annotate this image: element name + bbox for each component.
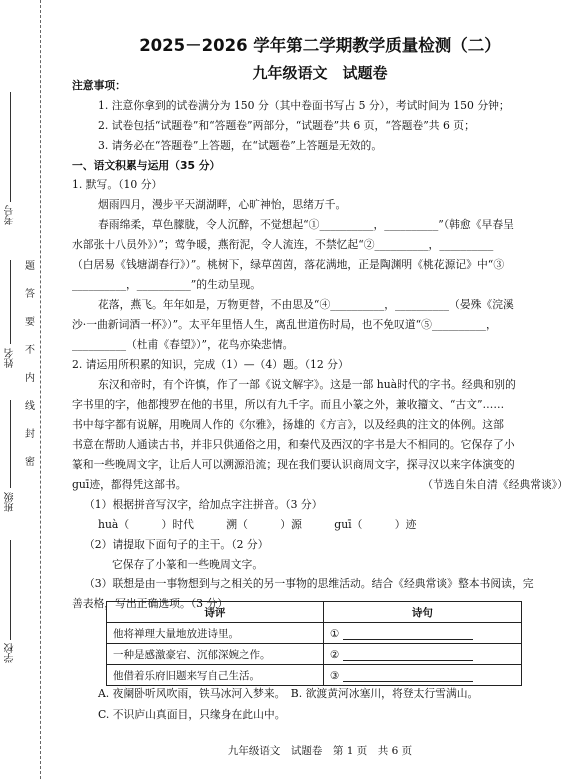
note-item: 3. 请务必在“答题卷”上答题，在“试题卷”上答题是无效的。: [98, 138, 383, 152]
seal-char: 内: [25, 373, 35, 384]
name-line: [10, 260, 11, 344]
table-row: [107, 623, 522, 644]
options-line: C. 不识庐山真面目，只缘身在此山中。: [98, 708, 286, 721]
school-label: 学校: [5, 643, 16, 663]
q1-line: __________，__________”的生动呈现。: [72, 278, 262, 292]
seal-char: 线: [25, 401, 35, 412]
seal-char: 答: [25, 289, 35, 300]
exam-no-line: [10, 92, 11, 202]
table-comment: 一种是感激豪宕、沉郁深婉之作。: [107, 644, 324, 665]
subquestion: （3）联想是由一事物想到与之相关的另一事物的思维活动。结合《经典常谈》整本书阅读，完: [84, 577, 534, 591]
question-title: 2. 请运用所积累的知识，完成（1）—（4）题。（12 分）: [72, 358, 349, 371]
seal-warning: [24, 262, 36, 486]
passage-line: 字书里的字，他都搜罗在他的书里，所以有九千字。而且小篆之外，兼收籀文、“古文”……: [72, 397, 505, 411]
table-answer[interactable]: ③: [323, 665, 521, 686]
q1-line: （白居易《钱塘湖春行》）”。桃树下，绿草茵茵，落花满地，正是陶渊明《桃花源记》中“③: [72, 258, 505, 272]
q1-line: 水部张十八员外》）”；莺争暖，燕衔泥，令人流连，不禁忆起“②__________，__________: [72, 238, 494, 252]
class-label: 班级: [5, 492, 16, 512]
subquestion: （1）根据拼音写汉字，给加点字注拼音。（3 分）: [84, 497, 323, 511]
seal-char: 题: [25, 261, 35, 272]
table-answer[interactable]: ①: [323, 623, 521, 644]
table-row: [107, 644, 522, 665]
options-line: A. 夜阑卧听风吹雨，铁马冰河入梦来。 B. 欲渡黄河冰塞川，将登太行雪满山。: [98, 687, 479, 700]
exam-title: 2025－2026 学年第二学期教学质量检测（二）: [139, 36, 501, 55]
q1-line: 花落，燕飞。年年如是，万物更替，不由思及“④__________，__________（晏殊《浣溪: [98, 298, 514, 312]
sentence: 它保存了小篆和一些晚周文字。: [112, 557, 264, 571]
table-comment: 他将禅理大量地放进诗里。: [107, 623, 324, 644]
q1-line: 沙·一曲新词酒一杯》）”。太平年里悟人生，离乱世道伤时局，也不免叹道“⑤__________，: [72, 318, 497, 332]
school-line: [10, 540, 11, 640]
table-row: [107, 665, 522, 686]
binding-margin: [0, 0, 41, 779]
question-title: 1. 默写。（10 分）: [72, 178, 163, 192]
q1-line: __________（杜甫《春望》）”，花鸟亦染悲情。: [72, 338, 294, 352]
exam-subtitle: 九年级语文 试题卷: [252, 64, 388, 82]
table-header: 诗评: [107, 602, 324, 623]
passage-source: （节选自朱自清《经典常谈》）: [422, 477, 568, 491]
table-header: 诗句: [323, 602, 521, 623]
table-answer[interactable]: ②: [323, 644, 521, 665]
subquestion: 善表格，写出正确选项。（3 分）: [72, 597, 229, 611]
seal-char: 要: [25, 317, 35, 328]
seal-char: 不: [25, 345, 35, 356]
passage-line: 篆和一些晚周文字，让后人可以溯源沿流；现在我们要认识商周文字，探寻汉以来字体演变的: [72, 457, 515, 471]
name-label: 姓名: [5, 348, 16, 368]
seal-char: 密: [25, 457, 35, 468]
passage-line: 书中每字都有说解，用晚周人作的《尔雅》，扬雄的《方言》，以及经典的注文的体例。这部: [72, 417, 504, 431]
table-comment: 他借着乐府旧题来写自己生活。: [107, 665, 324, 686]
seal-char: 封: [25, 429, 35, 440]
q1-line: 春雨绵柔，草色朦胧，令人沉醉，不觉想起“①__________，__________”（韩愈《早春呈: [98, 218, 514, 232]
passage-line: 东汉和帝时，有个许慎，作了一部《说文解字》。这是一部 huà时代的字书。经典和别的: [98, 377, 516, 391]
subquestion: （2）请提取下面句子的主干。（2 分）: [84, 537, 269, 551]
class-line: [10, 400, 11, 488]
note-item: 1. 注意你拿到的试卷满分为 150 分（其中卷面书写占 5 分），考试时间为 150 分钟；: [98, 98, 510, 112]
exam-no-label: 考号: [5, 205, 16, 225]
page-footer: 九年级语文 试题卷 第 1 页 共 6 页: [227, 745, 413, 757]
passage-line: 书意在帮助人通读古书，并非只供通俗之用，和秦代及西汉的字书是大不相同的。它保存了小: [72, 437, 515, 451]
note-item: 2. 试卷包括“试题卷”和“答题卷”两部分，“试题卷”共 6 页，“答题卷”共 6 页；: [98, 118, 475, 132]
section-heading: 一、语文积累与运用（35 分）: [72, 158, 221, 172]
passage-line: guī迹，都得凭这部书。: [72, 477, 187, 491]
poetry-table: [106, 601, 522, 686]
q1-line: 烟雨四月，漫步平天湖湖畔，心旷神怡，思绪万千。: [98, 198, 347, 212]
notes-heading: 注意事项：: [72, 78, 126, 92]
pinyin-items: huà（ ）时代 溯（ ）源 guī（ ）迹: [98, 517, 417, 531]
